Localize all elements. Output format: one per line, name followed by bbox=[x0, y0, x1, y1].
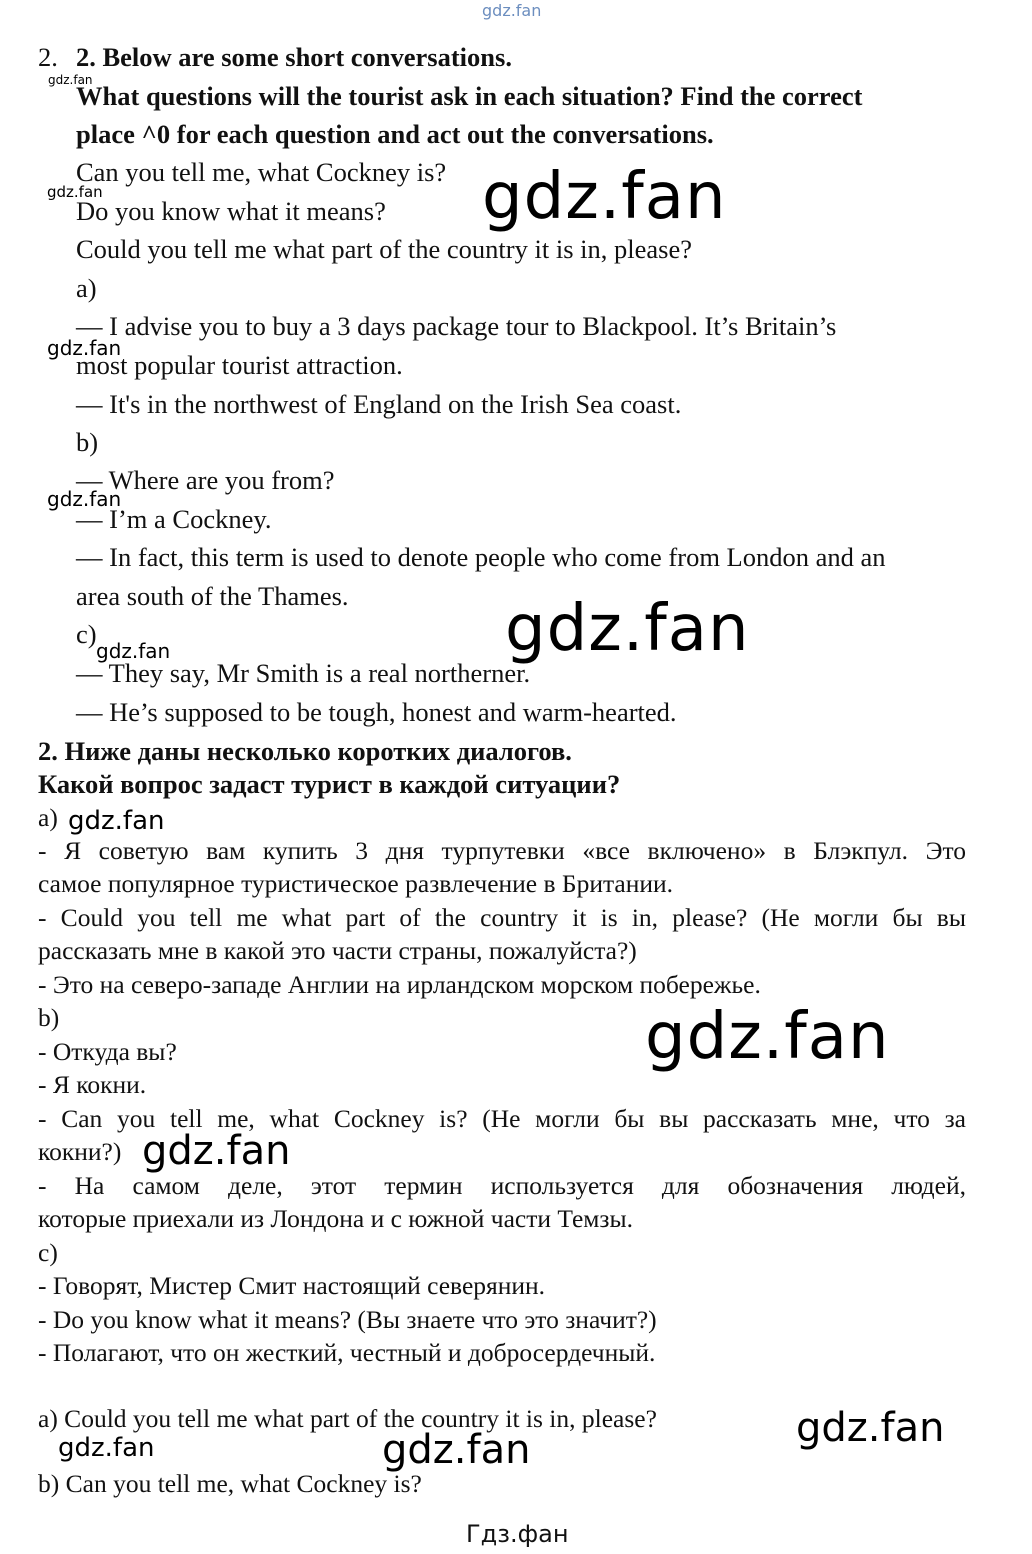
watermark: gdz.fan bbox=[142, 1128, 291, 1174]
watermark: gdz.fan bbox=[505, 592, 750, 666]
dialog-b-line: — In fact, this term is used to denote people who come from London and an bbox=[76, 542, 886, 572]
translation-a-line: - Это на северо-западе Англии на ирландском морском побережье. bbox=[38, 970, 761, 999]
translation-b-label: b) bbox=[38, 1003, 60, 1032]
translation-b-line: - На самом деле, этот термин используется для обозначения людей, bbox=[38, 1171, 966, 1200]
dialog-b-line: area south of the Thames. bbox=[76, 581, 349, 611]
dialog-a-line: — I advise you to buy a 3 days package tour to Blackpool. It’s Britain’s bbox=[76, 311, 837, 341]
exercise-number: 2. bbox=[38, 42, 58, 72]
answer-a: a) Could you tell me what part of the country it is in, please? bbox=[38, 1404, 657, 1433]
translation-b-line: - Can you tell me, what Cockney is? (Не могли бы вы рассказать мне, что за bbox=[38, 1104, 966, 1133]
watermark: gdz.fan bbox=[68, 806, 165, 836]
watermark: gdz.fan bbox=[48, 73, 93, 87]
watermark: gdz.fan bbox=[382, 1427, 531, 1473]
answer-b: b) Can you tell me, what Cockney is? bbox=[38, 1469, 422, 1498]
dialog-a-line: — It's in the northwest of England on the Irish Sea coast. bbox=[76, 389, 682, 419]
watermark: gdz.fan bbox=[47, 336, 122, 360]
translation-b-line: кокни?) bbox=[38, 1137, 122, 1166]
watermark: gdz.fan bbox=[47, 487, 122, 511]
question-3: Could you tell me what part of the country it is in, please? bbox=[76, 234, 692, 264]
translation-a-line: рассказать мне в какой это части страны, пожалуйста?) bbox=[38, 936, 637, 965]
dialog-a-line: most popular tourist attraction. bbox=[76, 350, 403, 380]
watermark: gdz.fan bbox=[645, 1000, 890, 1074]
translation-c-line: - Полагают, что он жесткий, честный и добросердечный. bbox=[38, 1338, 656, 1367]
translation-a-label: a) bbox=[38, 803, 58, 832]
translation-title-1: 2. Ниже даны несколько коротких диалогов. bbox=[38, 736, 572, 766]
dialog-c-label: c) bbox=[76, 619, 97, 649]
translation-c-line: - Do you know what it means? (Вы знаете что это значит?) bbox=[38, 1305, 657, 1334]
question-2: Do you know what it means? bbox=[76, 196, 386, 226]
translation-c-label: c) bbox=[38, 1238, 58, 1267]
translation-c-line: - Говорят, Мистер Смит настоящий северянин. bbox=[38, 1271, 546, 1300]
watermark: gdz.fan bbox=[58, 1433, 155, 1463]
exercise-instruction-2: place ^0 for each question and act out the conversations. bbox=[76, 119, 714, 149]
translation-a-line: - Could you tell me what part of the country it is in, please? (Не могли бы вы bbox=[38, 903, 966, 932]
watermark: gdz.fan bbox=[482, 160, 727, 234]
dialog-b-line: — I’m a Cockney. bbox=[76, 504, 272, 534]
exercise-instruction-1: What questions will the tourist ask in each situation? Find the correct bbox=[76, 81, 863, 111]
translation-b-line: которые приехали из Лондона и с южной части Темзы. bbox=[38, 1204, 634, 1233]
dialog-b-label: b) bbox=[76, 427, 99, 457]
translation-title-2: Какой вопрос задаст турист в каждой ситуации? bbox=[38, 769, 621, 799]
header-watermark: gdz.fan bbox=[482, 1, 542, 20]
watermark: gdz.fan bbox=[796, 1405, 945, 1451]
dialog-c-line: — He’s supposed to be tough, honest and warm-hearted. bbox=[76, 697, 677, 727]
watermark: gdz.fan bbox=[96, 639, 171, 663]
footer-site-name: Гдз.фан bbox=[466, 1520, 569, 1548]
dialog-c-line: — They say, Mr Smith is a real northerner. bbox=[76, 658, 531, 688]
dialog-a-label: a) bbox=[76, 273, 97, 303]
dialog-b-line: — Where are you from? bbox=[76, 465, 335, 495]
translation-a-line: самое популярное туристическое развлечение в Британии. bbox=[38, 869, 674, 898]
translation-a-line: - Я советую вам купить 3 дня турпутевки «все включено» в Блэкпул. Это bbox=[38, 836, 966, 865]
translation-b-line: - Откуда вы? bbox=[38, 1037, 177, 1066]
translation-b-line: - Я кокни. bbox=[38, 1070, 147, 1099]
watermark: gdz.fan bbox=[47, 183, 103, 201]
question-1: Can you tell me, what Cockney is? bbox=[76, 157, 447, 187]
exercise-title: 2. Below are some short conversations. bbox=[76, 42, 512, 72]
